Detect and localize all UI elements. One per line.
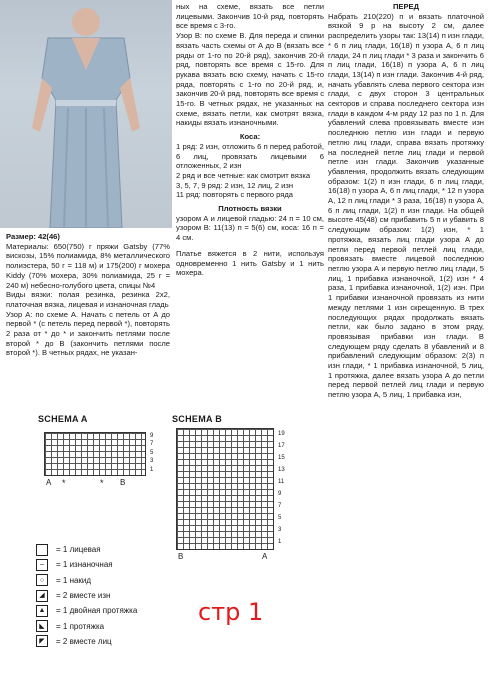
- row-number: 9: [150, 433, 154, 439]
- kosa-title: Коса:: [239, 132, 261, 142]
- schema-b-marker: A: [262, 552, 268, 561]
- legend-label: = 1 двойная протяжка: [56, 606, 138, 616]
- row-number: 19: [278, 431, 285, 437]
- legend-label: = 1 изнаночная: [56, 560, 113, 570]
- schema-a-grid: [44, 432, 146, 476]
- density-text: узором А и лицевой гладью: 24 п = 10 см, узором В: 11(13) п = 5(6) см, коса: 16 п = 4 см.: [176, 213, 324, 243]
- row-number: 17: [278, 443, 285, 449]
- column-3: [328, 2, 484, 400]
- row-number: 7: [278, 503, 282, 509]
- column-2: [176, 2, 324, 278]
- row-number: 9: [278, 491, 282, 497]
- row-number: 1: [150, 466, 154, 473]
- legend-item: [36, 634, 186, 649]
- front-text: Набрать 210(220) п и вязать платочной вязкой 9 р на высоту 2 см, далее распределить узоры так: 13(14) п изн глади, * 6 п лиц глади, 16(18) п узора А, 6 п лиц глади, 24 п лиц глади * 3 раза и закончить 6 п лиц глади, 16(18) п узора А, 6 п лиц глади, 13(14) п изн глади. Закончив 4-й ряд, начать убавлять слева первого сектора изн глади, с двух сторон 3 центральных секторов и справа последнего сектора изн глади в каждом 4-м ряду 12 раз по 1 п. Для убавлений слева провязывать вместе изн последнюю петлю изн глади и первую петлю лиц глади, справа вязать протяжку на последней петле лиц глади и первой петле изн глади. Закончив указанные убавления, продолжить вязать следующим образом: 1(2) п изн глади, 6 п лиц глади, 16(18) п узора А, 6 п лиц глади, * 12 п узора А, 12 п лиц глади * 3 раза, 16(18) п узора А, 6 п лиц глади, 1(2) п изн глади. На общей высоте 45(48) см прибавить 5 п и убавить 8 следующим образом: 1(2) изн, * 1 протяжка, вязать лиц глади узора А до петли перед первой петлей лиц глади, провязать вместе лицевой последнюю петлю узора А и первую петлю лиц глади, 5 лиц, 1 прибавка изнаночной, 1(2) изн * 4 раза, 1 прибавка изнаночной, 1(2) изн. При 1 прибавки изнаночной провязать из нити между петлями 1 изн скрещенную. В трех последующих рядах продолжать вязать петли, как было задано в этом ряду, провязывая прибавки изн глади. В следующем ряду сделать 8 убавлений и 8 прибавлений следующим образом: 2(3) п изн глади, * 1 прибавка изнаночной, 5 лиц, 1 протяжка, далее вязать узора А до петли перед первой петлей лиц глади и первую петлю узора А, 5 лиц, 1 прибавка изн,: [328, 11, 484, 400]
- column-1: [6, 232, 170, 358]
- pattern-b-text: Узор В: по схеме В. Для переда и спинки вязать часть схемы от А до В (вязать все ряды от 1-го по 20-й ряд), закончив 20-й ряд, повторять все время с 15-го. Для рукава вязать всю схему, начать с 15-го ряда, повторять с 1-го по 20-й ряд, и, закончив 20-й ряд, повторять все время с 15-го. В четных рядах, не указанных на схеме, вязать петли, как смотрят вязка, накиды вязать изнаночными.: [176, 31, 324, 128]
- schema-b-row-numbers: [278, 428, 288, 548]
- text-continued: ных на схеме, вязать все петли лицевыми. Закончив 10-й ряд, повторять все время с 3-го.: [176, 2, 324, 31]
- legend-item: [36, 603, 186, 618]
- symbol-legend: [36, 542, 186, 649]
- row-number: 13: [278, 467, 285, 473]
- row-number: 7: [150, 441, 154, 448]
- schema-a-marker: *: [62, 478, 66, 488]
- legend-label: = 1 лицевая: [56, 545, 101, 555]
- legend-item: [36, 618, 186, 633]
- density-title: Плотность вязки: [218, 204, 282, 214]
- slip-decrease-icon: ◣: [36, 620, 48, 632]
- size-label: Размер: 42(46): [6, 232, 60, 241]
- legend-label: = 2 вместе лиц: [56, 636, 112, 646]
- row-number: 1: [278, 539, 282, 545]
- knit-two-together-icon: ◤: [36, 635, 48, 647]
- schema-a-row-numbers: [150, 432, 160, 474]
- row-number: 15: [278, 455, 285, 461]
- legend-item: [36, 573, 186, 588]
- knit-symbol-icon: [36, 544, 48, 556]
- page-number: стр 1: [198, 598, 264, 626]
- legend-label: = 1 накид: [56, 575, 92, 585]
- kosa-row-3: 3, 5, 7, 9 ряд: 2 изн, 12 лиц, 2 изн: [176, 180, 294, 190]
- legend-item: [36, 542, 186, 557]
- schema-a-marker: A: [46, 478, 52, 487]
- legend-item: [36, 557, 186, 572]
- yarn-over-icon: ○: [36, 574, 48, 586]
- kosa-row-1: 1 ряд: 2 изн, отложить 6 п перед работой, 6 лиц, провязать лицевыми 6 отложенных, 2 изн: [176, 141, 324, 171]
- schema-b-grid: [176, 428, 274, 550]
- schema-b-title: SCHEMA B: [172, 414, 223, 424]
- schema-b-marker: B: [178, 552, 184, 561]
- dress-illustration: [18, 8, 154, 228]
- double-decrease-icon: ▲: [36, 605, 48, 617]
- legend-label: = 1 протяжка: [56, 621, 105, 631]
- schema-a-title: SCHEMA A: [38, 414, 88, 424]
- legend-label: = 2 вместе изн: [56, 591, 111, 601]
- note-text: Платье вяжется в 2 нити, используя одновременно 1 нить Gatsby и 1 нить мохера.: [176, 248, 324, 278]
- legend-item: [36, 588, 186, 603]
- purl-symbol-icon: –: [36, 559, 48, 571]
- pattern-a-text: Узор А: по схеме А. Начать с петель от А до первой * (с петель перед первой *), повторять 2 раза от * до * и закончить петлями после второй * до В (закончить петлями после второй *). В четных рядах, не указан-: [6, 309, 170, 358]
- row-number: 3: [278, 527, 282, 533]
- front-title: ПЕРЕД: [392, 2, 420, 11]
- kosa-row-2: 2 ряд и все четные: как смотрит вязка: [176, 170, 311, 180]
- stitches-text: Виды вязки: полая резинка, резинка 2х2, платочная вязка, лицевая и изнаночная гладь: [6, 290, 170, 309]
- schema-a-marker: *: [100, 478, 104, 488]
- dress-photo: [0, 0, 172, 228]
- kosa-row-11: 11 ряд: повторять с первого ряда: [176, 190, 293, 200]
- materials-text: Материалы: 650(750) г пряжи Gatsby (77% вискозы, 15% полиамида, 8% металлического полиэстера, 50 г = 118 м) и 175(200) г мохера Kiddy (70% мохера, 30% полиамида, 25 г = 240 м) небесно-голубого цвета, спицы №4: [6, 241, 170, 290]
- row-number: 5: [150, 449, 154, 456]
- row-number: 5: [278, 515, 282, 521]
- row-number: 11: [278, 479, 285, 485]
- row-number: 3: [150, 458, 154, 465]
- purl-two-together-icon: ◢: [36, 590, 48, 602]
- schema-a-marker: B: [120, 478, 126, 487]
